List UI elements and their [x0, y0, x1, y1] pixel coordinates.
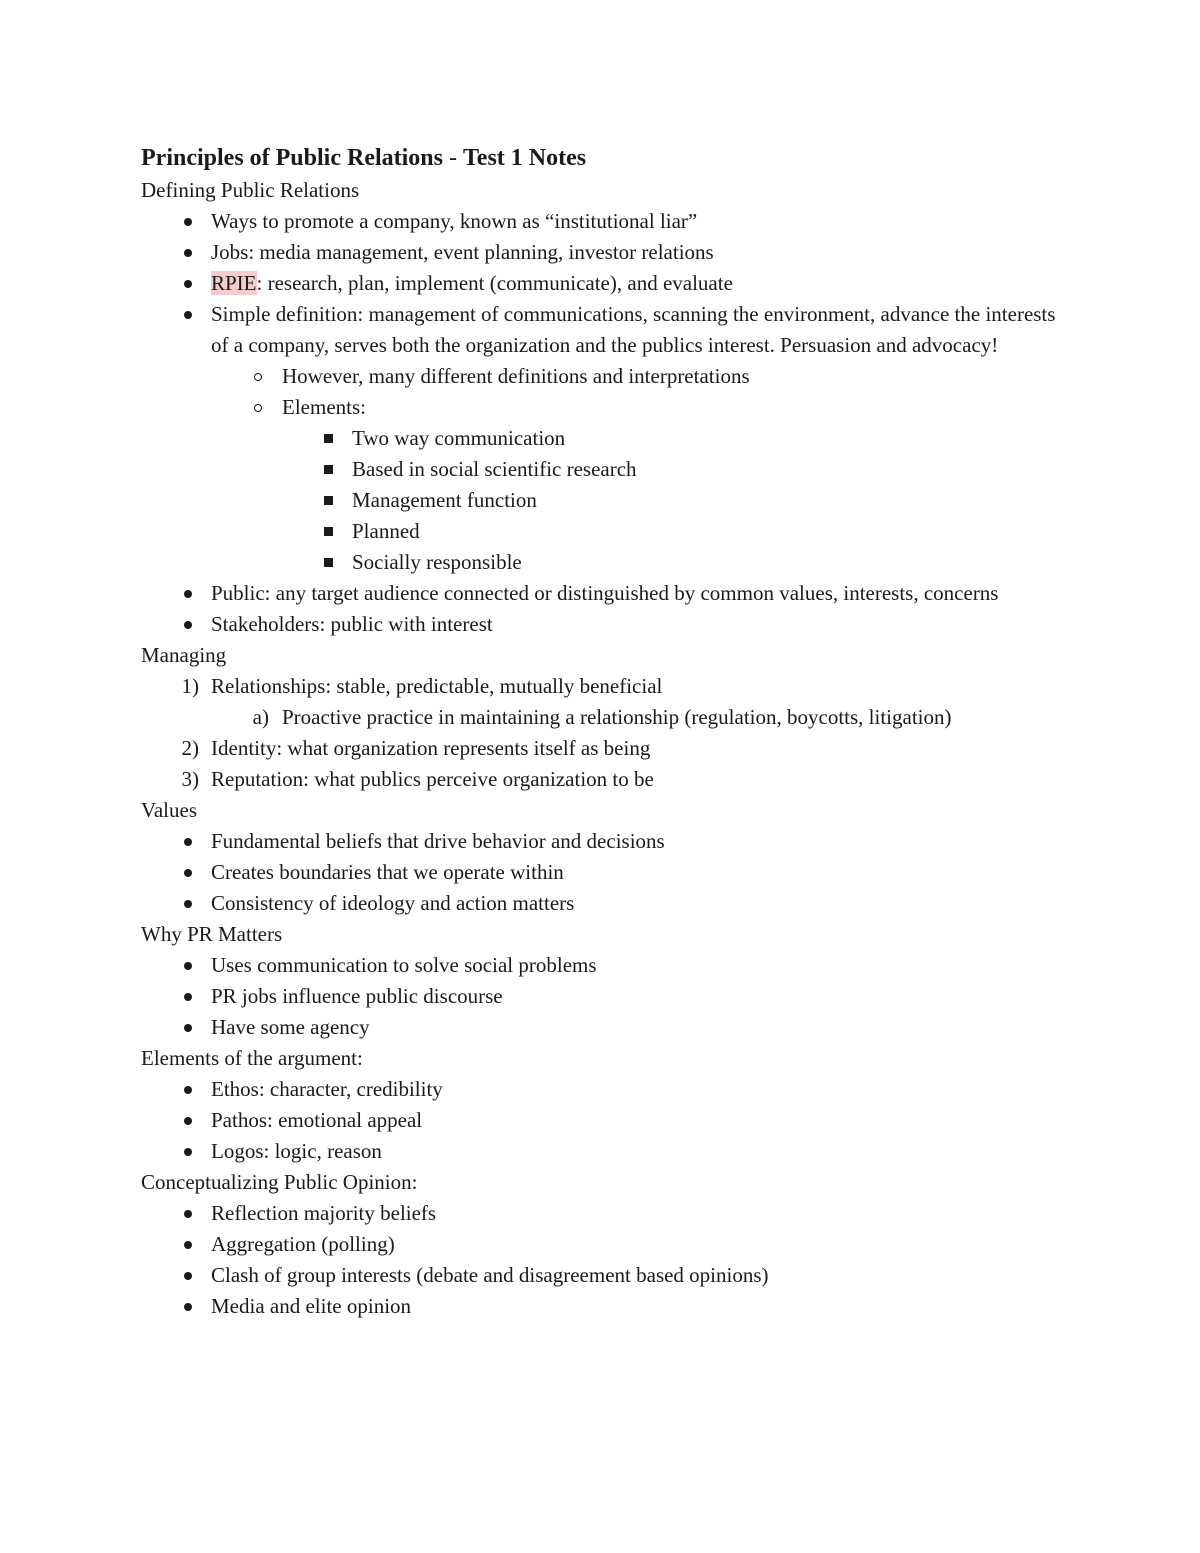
- section-heading-why: Why PR Matters: [141, 922, 283, 946]
- list-item-text: Identity: what organization represents itself as being: [211, 736, 651, 760]
- list-item-text: Elements:: [282, 395, 366, 419]
- list-item-text: Fundamental beliefs that drive behavior and decisions: [211, 829, 665, 853]
- bullet-icon: [173, 1012, 203, 1043]
- square-bullet-icon: [313, 485, 343, 516]
- list-item-text: Logos: logic, reason: [211, 1139, 382, 1163]
- list-item-text: Clash of group interests (debate and disagreement based opinions): [211, 1263, 769, 1287]
- why-list: [141, 950, 1061, 1043]
- bullet-icon: [173, 1229, 203, 1260]
- bullet-icon: [173, 950, 203, 981]
- highlighted-term: RPIE: [211, 271, 257, 295]
- list-item: [141, 1229, 1061, 1260]
- list-item: [141, 1105, 1061, 1136]
- title-sub: Test 1 Notes: [463, 145, 587, 171]
- bullet-icon: [173, 857, 203, 888]
- list-item-text: Reflection majority beliefs: [211, 1201, 437, 1225]
- list-item: [141, 1260, 1061, 1291]
- square-bullet-icon: [313, 547, 343, 578]
- values-list: [141, 826, 1061, 919]
- bullet-icon: [173, 888, 203, 919]
- list-item-text: Socially responsible: [352, 550, 522, 574]
- numbered-item: [141, 671, 1061, 702]
- bullet-icon: [173, 206, 203, 237]
- list-item: [141, 237, 1061, 268]
- list-item: [141, 206, 1061, 237]
- element-item: [141, 516, 1061, 547]
- list-item-text: Based in social scientific research: [352, 457, 637, 481]
- bullet-icon: [173, 981, 203, 1012]
- square-bullet-icon: [313, 516, 343, 547]
- element-item: [141, 454, 1061, 485]
- list-item-text: Consistency of ideology and action matters: [211, 891, 575, 915]
- list-item: [141, 1136, 1061, 1167]
- list-item-text: PR jobs influence public discourse: [211, 984, 503, 1008]
- title-separator: -: [443, 145, 463, 171]
- element-item: [141, 547, 1061, 578]
- bullet-icon: [173, 826, 203, 857]
- section-heading-opinion: Conceptualizing Public Opinion:: [141, 1170, 418, 1194]
- list-item-text: Media and elite opinion: [211, 1294, 412, 1318]
- list-item-text: Have some agency: [211, 1015, 370, 1039]
- bullet-icon: [173, 1136, 203, 1167]
- numbered-item: [141, 733, 1061, 764]
- list-item: [141, 826, 1061, 857]
- bullet-icon: [173, 1291, 203, 1322]
- list-item-text: Proactive practice in maintaining a relationship (regulation, boycotts, litigation): [282, 705, 952, 729]
- list-item-text: Ways to promote a company, known as “institutional liar”: [211, 209, 698, 233]
- list-item: [141, 1198, 1061, 1229]
- list-item-text: Stakeholders: public with interest: [211, 612, 493, 636]
- section-heading-managing: Managing: [141, 643, 227, 667]
- managing-list: [141, 671, 1061, 795]
- title-main: Principles of Public Relations: [141, 145, 443, 171]
- list-item-text: Relationships: stable, predictable, mutually beneficial: [211, 674, 663, 698]
- bullet-icon: [173, 1105, 203, 1136]
- bullet-icon: [173, 578, 203, 609]
- lettered-item: [141, 702, 1061, 733]
- list-item: [141, 888, 1061, 919]
- element-item: [141, 485, 1061, 516]
- hollow-bullet-icon: [243, 361, 273, 392]
- list-item-text: Planned: [352, 519, 420, 543]
- list-item-text: : research, plan, implement (communicate), and evaluate: [256, 271, 733, 295]
- bullet-icon: [173, 237, 203, 268]
- list-item-text: Aggregation (polling): [211, 1232, 395, 1256]
- item-number: 3): [181, 767, 199, 791]
- list-item: [141, 578, 1061, 609]
- list-item: [141, 1074, 1061, 1105]
- document-title: [141, 141, 1061, 175]
- section-heading-argument: Elements of the argument:: [141, 1046, 363, 1070]
- list-item-text: Creates boundaries that we operate within: [211, 860, 564, 884]
- item-number: 1): [181, 674, 199, 698]
- list-item-text: Uses communication to solve social problems: [211, 953, 597, 977]
- bullet-icon: [173, 299, 203, 330]
- document-body: [141, 141, 1061, 1322]
- section-heading-defining: Defining Public Relations: [141, 178, 360, 202]
- square-bullet-icon: [313, 423, 343, 454]
- sub-list-item: [141, 361, 1061, 392]
- list-item: [141, 981, 1061, 1012]
- argument-list: [141, 1074, 1061, 1167]
- list-item-text: Jobs: media management, event planning, investor relations: [211, 240, 714, 264]
- bullet-icon: [173, 268, 203, 299]
- list-item: [141, 268, 1061, 299]
- list-item-text: Pathos: emotional appeal: [211, 1108, 423, 1132]
- list-item: [141, 299, 1061, 361]
- list-item: [141, 609, 1061, 640]
- bullet-icon: [173, 609, 203, 640]
- opinion-list: [141, 1198, 1061, 1322]
- list-item-text: Ethos: character, credibility: [211, 1077, 443, 1101]
- list-item: [141, 1012, 1061, 1043]
- bullet-icon: [173, 1198, 203, 1229]
- section-heading-values: Values: [141, 798, 197, 822]
- list-item: [141, 1291, 1061, 1322]
- item-letter: a): [252, 705, 269, 729]
- list-item: [141, 857, 1061, 888]
- bullet-icon: [173, 1260, 203, 1291]
- list-item-text: However, many different definitions and interpretations: [282, 364, 750, 388]
- element-item: [141, 423, 1061, 454]
- bullet-icon: [173, 1074, 203, 1105]
- sub-list-item: [141, 392, 1061, 423]
- list-item-text: Reputation: what publics perceive organization to be: [211, 767, 654, 791]
- list-item-text: Management function: [352, 488, 537, 512]
- hollow-bullet-icon: [243, 392, 273, 423]
- list-item-text: Simple definition: management of communications, scanning the environment, advance the interests of a company, serves both the organization and the publics interest. Persuasion and advocacy!: [211, 302, 1056, 357]
- numbered-item: [141, 764, 1061, 795]
- square-bullet-icon: [313, 454, 343, 485]
- item-number: 2): [181, 736, 199, 760]
- list-item: [141, 950, 1061, 981]
- defining-list: [141, 206, 1061, 640]
- list-item-text: Public: any target audience connected or distinguished by common values, interests, concerns: [211, 581, 999, 605]
- list-item-text: Two way communication: [352, 426, 566, 450]
